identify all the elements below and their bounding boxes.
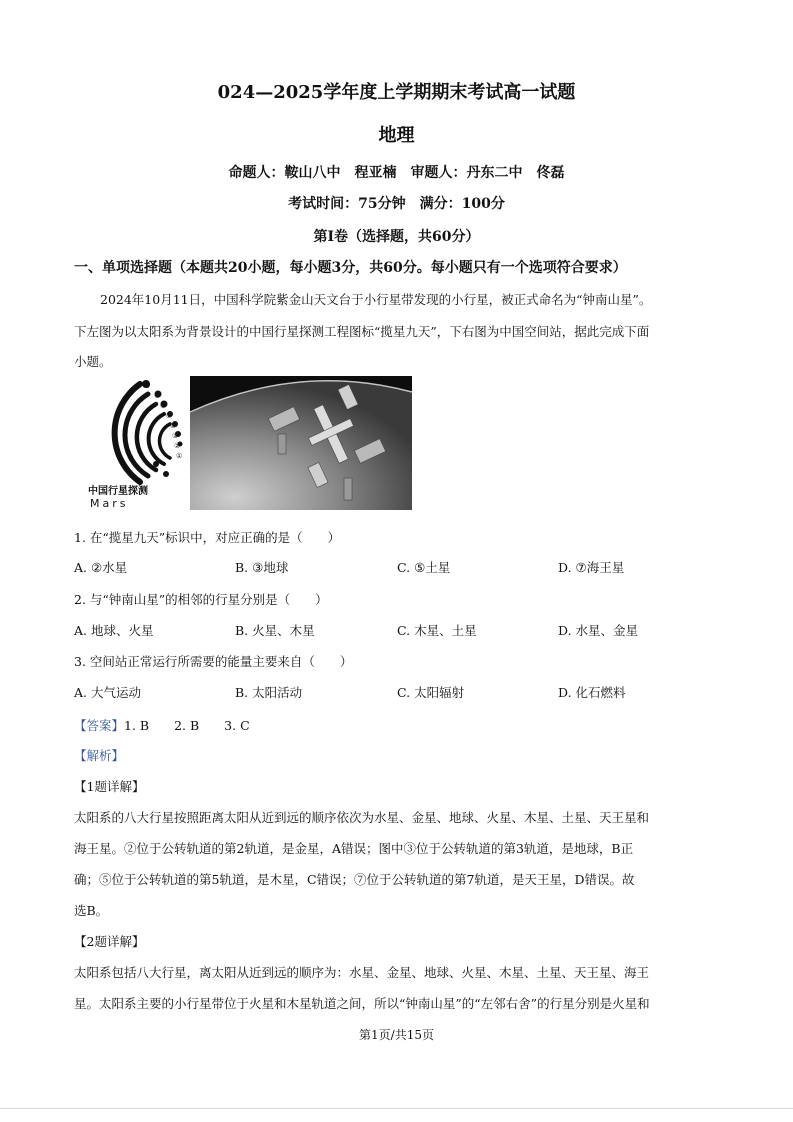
subject-title: 地理 bbox=[378, 125, 415, 146]
q1-option-b: B. ③地球 bbox=[235, 560, 289, 575]
exam-info: 考试时间：75分钟 满分：100分 bbox=[288, 196, 505, 212]
intro-line-3: 小题。 bbox=[74, 354, 112, 369]
authors-line: 命题人：鞍山八中 程亚楠 审题人：丹东二中 佟磊 bbox=[228, 165, 565, 181]
q2-option-a: A. 地球、火星 bbox=[74, 623, 154, 638]
page-bottom-divider bbox=[0, 1108, 793, 1109]
volume-title: 第Ⅰ卷（选择题，共60分） bbox=[313, 229, 480, 245]
page-number: 第1页/共15页 bbox=[359, 1028, 434, 1042]
q2-analysis-line: 星。太阳系主要的小行星带位于火星和木星轨道之间，所以“钟南山星”的“左邻右舍”的行星分别是火星和 bbox=[74, 996, 650, 1011]
q1-option-a: A. ②水星 bbox=[74, 560, 128, 575]
figure bbox=[80, 372, 414, 512]
question-2-stem: 2. 与“钟南山星”的相邻的行星分别是（ ） bbox=[74, 592, 328, 607]
q1-analysis-line: 选B。 bbox=[74, 903, 109, 918]
space-station-image bbox=[190, 376, 412, 510]
q2-option-b: B. 火星、木星 bbox=[235, 623, 315, 638]
q2-option-c: C. 木星、土星 bbox=[397, 623, 477, 638]
question-3-stem: 3. 空间站正常运行所需要的能量主要来自（ ） bbox=[74, 654, 353, 669]
analysis-tag: 【解析】 bbox=[74, 748, 125, 763]
logo-text-en: Mars bbox=[90, 497, 129, 510]
svg-text:②: ② bbox=[174, 442, 181, 450]
answer-tag: 【答案】 bbox=[74, 718, 125, 733]
svg-text:④: ④ bbox=[170, 422, 177, 430]
q2-analysis-line: 太阳系包括八大行星，离太阳从近到远的顺序为：水星、金星、地球、火星、木星、土星、天王星、海王 bbox=[74, 965, 650, 980]
svg-text:⑥: ⑥ bbox=[160, 402, 167, 410]
q2-analysis-title: 【2题详解】 bbox=[74, 934, 145, 949]
q3-option-d: D. 化石燃料 bbox=[558, 685, 626, 700]
q1-option-c: C. ⑤土星 bbox=[397, 560, 451, 575]
q1-analysis-title: 【1题详解】 bbox=[74, 779, 145, 794]
svg-text:⑤: ⑤ bbox=[166, 412, 173, 420]
q1-analysis-line: 确；⑤位于公转轨道的第5轨道，是木星，C错误；⑦位于公转轨道的第7轨道，是天王星，D错误。故 bbox=[74, 872, 635, 887]
section-heading: 一、单项选择题（本题共20小题，每小题3分，共60分。每小题只有一个选项符合要求） bbox=[74, 260, 627, 276]
q1-analysis-line: 太阳系的八大行星按照距离太阳从近到远的顺序依次为水星、金星、地球、火星、木星、土星、天王星和 bbox=[74, 810, 650, 825]
logo-text-cn: 中国行星探测 bbox=[88, 486, 148, 497]
planet-exploration-logo-icon bbox=[80, 372, 414, 512]
q3-option-c: C. 太阳辐射 bbox=[397, 685, 465, 700]
q2-option-d: D. 水星、金星 bbox=[558, 623, 639, 638]
q1-option-d: D. ⑦海王星 bbox=[558, 560, 625, 575]
q3-option-a: A. 大气运动 bbox=[74, 685, 141, 700]
q3-option-b: B. 太阳活动 bbox=[235, 685, 303, 700]
exam-title: 024—2025学年度上学期期末考试高一试题 bbox=[217, 82, 576, 103]
intro-line-1: 2024年10月11日，中国科学院紫金山天文台于小行星带发现的小行星，被正式命名为“钟南山星”。 bbox=[100, 292, 652, 307]
svg-text:⑦: ⑦ bbox=[154, 392, 161, 400]
answer-values: 1. B 2. B 3. C bbox=[124, 718, 250, 733]
svg-text:③: ③ bbox=[172, 432, 179, 440]
question-1-stem: 1. 在“揽星九天”标识中，对应正确的是（ ） bbox=[74, 530, 341, 545]
svg-text:①: ① bbox=[176, 452, 183, 460]
svg-text:⑧: ⑧ bbox=[144, 382, 151, 390]
q1-analysis-line: 海王星。②位于公转轨道的第2轨道，是金星，A错误；图中③位于公转轨道的第3轨道，是地球，B正 bbox=[74, 841, 634, 856]
answer-line bbox=[74, 716, 250, 734]
intro-line-2: 下左图为以太阳系为背景设计的中国行星探测工程图标“揽星九天”，下右图为中国空间站，据此完成下面 bbox=[74, 324, 650, 339]
